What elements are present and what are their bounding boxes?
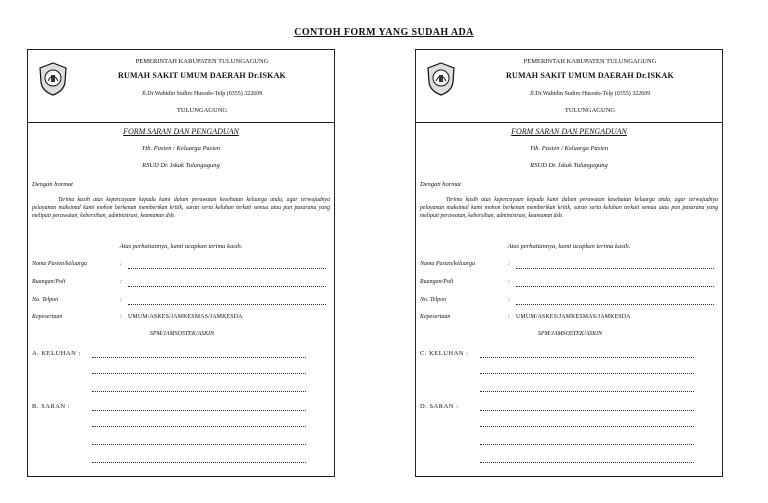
membership-options[interactable]: UMUM/ASKES/JAMKESMAS/JAMKESDA [128, 314, 243, 320]
field-membership-cont [32, 331, 332, 341]
field-colon: : [508, 297, 510, 303]
field-membership [32, 314, 332, 324]
field-phone[interactable] [420, 297, 720, 307]
field-label: Nama Pasien/keluarga [420, 261, 475, 267]
hospital-city: TULUNGAGUNG [564, 107, 616, 114]
recipient-line-2: RSUD Dr. Iskak Tulungagung [142, 162, 220, 169]
complaint-section [32, 350, 332, 360]
field-room[interactable] [420, 279, 720, 289]
recipient-line-1: Yth. Pasien / Keluarga Pasien [141, 145, 221, 152]
section-label: D. SARAN : [420, 403, 459, 410]
letterhead [416, 50, 722, 123]
recipient-line-1: Yth. Pasien / Keluarga Pasien [529, 145, 609, 152]
hospital-address: Jl.Dr.Wahidin Sudiro Husodo-Telp (0355) 322609 [529, 91, 651, 97]
fill-line[interactable] [92, 410, 306, 411]
fill-line[interactable] [480, 373, 694, 374]
salutation: Dengan hormat [32, 181, 73, 188]
fill-line[interactable] [128, 268, 326, 269]
salutation: Dengan hormat [420, 181, 461, 188]
suggestion-section [32, 403, 332, 413]
closing-line: Atas perhatiannya, kami ucapkan terima kasih. [119, 243, 243, 250]
fill-line[interactable] [128, 286, 326, 287]
field-colon: : [508, 279, 510, 285]
hospital-address: Jl.Dr.Wahidin Sudiro Husodo-Telp (0355) 322609 [141, 91, 263, 97]
field-colon: : [120, 314, 122, 320]
gov-name: PEMERINTAH KABUPATEN TULUNGAGUNG [135, 58, 269, 65]
fill-line[interactable] [92, 373, 306, 374]
complaint-form-right [415, 49, 723, 477]
field-label: Kepesertaan [32, 314, 63, 320]
recipient-line-2: RSUD Dr. Iskak Tulungagung [530, 162, 608, 169]
gov-name: PEMERINTAH KABUPATEN TULUNGAGUNG [523, 58, 657, 65]
field-colon: : [120, 261, 122, 267]
complaint-form-left [27, 49, 335, 477]
form-title: FORM SARAN DAN PENGADUAN [123, 127, 239, 136]
field-membership-cont [420, 331, 720, 341]
fill-line[interactable] [516, 304, 714, 305]
page-title: CONTOH FORM YANG SUDAH ADA [294, 27, 474, 38]
membership-options[interactable]: UMUM/ASKES/JAMKESMAS/JAMKESDA [516, 314, 631, 320]
fill-line[interactable] [480, 444, 694, 445]
section-label: C. KELUHAN : [420, 350, 469, 357]
field-label: Ruangan/Poli [420, 279, 454, 285]
letterhead [28, 50, 334, 123]
field-name[interactable] [32, 261, 332, 271]
field-phone[interactable] [32, 297, 332, 307]
field-name[interactable] [420, 261, 720, 271]
fill-line[interactable] [92, 357, 306, 358]
membership-options-cont[interactable]: SPM/JAMSOSTEK/ASKIN [537, 331, 603, 337]
hospital-name: RUMAH SAKIT UMUM DAERAH Dr.ISKAK [118, 71, 286, 80]
fill-line[interactable] [92, 444, 306, 445]
hospital-logo-icon [426, 62, 456, 96]
fill-line[interactable] [480, 391, 694, 392]
fill-line[interactable] [92, 426, 306, 427]
field-label: No. Telpon [420, 297, 447, 303]
field-label: Kepesertaan [420, 314, 451, 320]
fill-line[interactable] [480, 357, 694, 358]
hospital-name: RUMAH SAKIT UMUM DAERAH Dr.ISKAK [506, 71, 674, 80]
hospital-city: TULUNGAGUNG [176, 107, 228, 114]
membership-options-cont[interactable]: SPM/JAMSOSTEK/ASKIN [149, 331, 215, 337]
field-membership [420, 314, 720, 324]
intro-paragraph: Terima kasih atas kepercayaan kepada kami dalam perawatan kesehatan keluarga anda, agar terwujudnya pelayanan maksimal kami mohon berkenan memberikan kritik, saran serta keluhan terkait semua atau pun pasarana yang meliputi perawatan, kebersihan, administrasi, keamanan dsb. [420, 197, 718, 219]
fill-line[interactable] [92, 462, 306, 463]
fill-line[interactable] [480, 410, 694, 411]
hospital-logo-icon [38, 62, 68, 96]
field-colon: : [508, 261, 510, 267]
fill-line[interactable] [516, 286, 714, 287]
fill-line[interactable] [480, 426, 694, 427]
fill-line[interactable] [516, 268, 714, 269]
field-colon: : [120, 297, 122, 303]
field-label: No. Telpon [32, 297, 59, 303]
form-title: FORM SARAN DAN PENGADUAN [511, 127, 627, 136]
field-label: Nama Pasien/keluarga [32, 261, 87, 267]
section-label: B. SARAN : [32, 403, 71, 410]
fill-line[interactable] [128, 304, 326, 305]
intro-paragraph: Terima kasih atas kepercayaan kepada kami dalam perawatan kesehatan keluarga anda, agar terwujudnya pelayanan maksimal kami mohon berkenan memberikan kritik, saran serta keluhan terkait semua atau pun pasarana yang meliputi perawatan, kebersihan, administrasi, keamanan dsb. [32, 197, 330, 219]
field-room[interactable] [32, 279, 332, 289]
fill-line[interactable] [480, 462, 694, 463]
suggestion-section [420, 403, 720, 413]
fill-line[interactable] [92, 391, 306, 392]
closing-line: Atas perhatiannya, kami ucapkan terima kasih. [507, 243, 631, 250]
section-label: A. KELUHAN : [32, 350, 81, 357]
field-label: Ruangan/Poli [32, 279, 66, 285]
field-colon: : [120, 279, 122, 285]
complaint-section [420, 350, 720, 360]
field-colon: : [508, 314, 510, 320]
